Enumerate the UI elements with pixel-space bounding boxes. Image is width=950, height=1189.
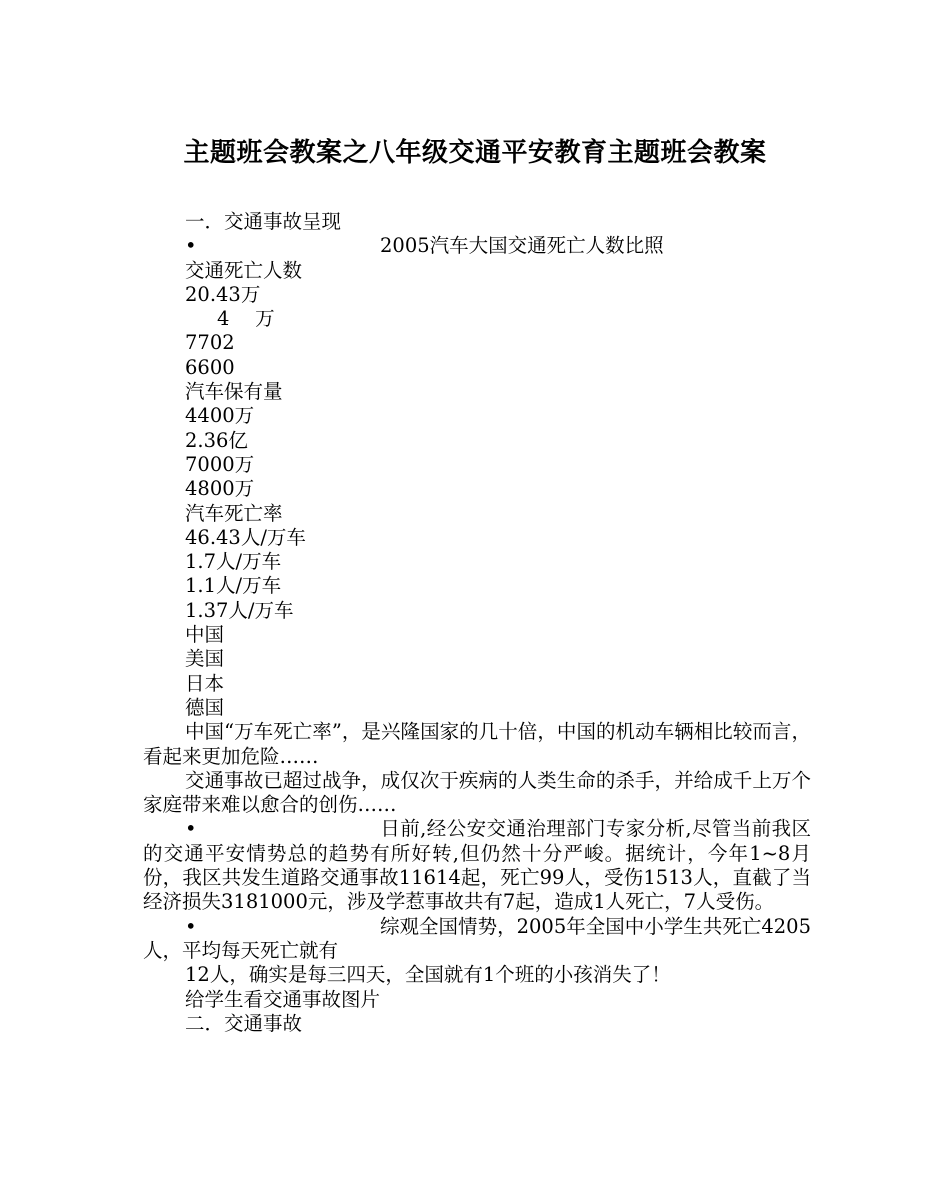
paragraph-stats-text: 日前,经公安交通治理部门专家分析,尽管当前我区的交通平安情势总的趋势有所好转,但仍然十分严峻。据统计，今年1~8月份，我区共发生道路交通事故11614起，死亡99人，受伤1513人，直截了当经济损失3181000元，涉及学惹事故共有7起，造成1人死亡，7人受伤。 xyxy=(143,817,811,914)
bullet-icon: • xyxy=(185,234,197,258)
country-japan: 日本 xyxy=(185,671,225,695)
show-pictures-line: 给学生看交通事故图片 xyxy=(185,987,381,1011)
rate-value-germany: 1.37人/万车 xyxy=(185,598,294,622)
paragraph-national xyxy=(143,915,811,964)
vehicles-value-germany: 4800万 xyxy=(185,477,255,501)
section-heading-2: 二．交通事故 xyxy=(185,1011,303,1035)
paragraph-class: 12人，确实是每三四天，全国就有1个班的小孩消失了！ xyxy=(185,963,671,987)
rate-label: 汽车死亡率 xyxy=(185,501,283,525)
deaths-value-germany: 6600 xyxy=(185,355,235,379)
chart-title: 2005汽车大国交通死亡人数比照 xyxy=(380,234,664,258)
rate-value-china: 46.43人/万车 xyxy=(185,525,306,549)
country-germany: 德国 xyxy=(185,695,225,719)
deaths-value-china: 20.43万 xyxy=(185,282,261,306)
country-usa: 美国 xyxy=(185,647,225,671)
paragraph-national-text: 综观全国情势，2005年全国中小学生共死亡4205人，平均每天死亡就有 xyxy=(143,914,811,962)
vehicles-value-usa: 2.36亿 xyxy=(185,428,248,452)
paragraph-war: 交通事故已超过战争，成仅次于疾病的人类生命的杀手，并给成千上万个家庭带来难以愈合的创伤…… xyxy=(143,768,811,817)
bullet-icon: • xyxy=(185,914,197,938)
deaths-value-japan: 7702 xyxy=(185,331,235,355)
country-china: 中国 xyxy=(185,623,225,647)
vehicles-value-china: 4400万 xyxy=(185,404,255,428)
deaths-label: 交通死亡人数 xyxy=(185,258,303,282)
rate-value-japan: 1.1人/万车 xyxy=(185,574,282,598)
bullet-icon: • xyxy=(185,817,197,841)
paragraph-rate: 中国“万车死亡率”，是兴隆国家的几十倍，中国的机动车辆相比较而言，看起来更加危险…… xyxy=(143,720,811,768)
rate-value-usa: 1.7人/万车 xyxy=(185,550,282,574)
deaths-value-usa: 4 万 xyxy=(217,307,275,331)
section-heading-1: 一．交通事故呈现 xyxy=(185,210,342,233)
chart-title-row xyxy=(143,234,811,258)
document-title: 主题班会教案之八年级交通平安教育主题班会教案 xyxy=(183,138,767,168)
vehicles-value-japan: 7000万 xyxy=(185,452,255,476)
document-body xyxy=(143,210,811,1036)
vehicles-label: 汽车保有量 xyxy=(185,380,283,404)
paragraph-stats xyxy=(143,817,811,914)
